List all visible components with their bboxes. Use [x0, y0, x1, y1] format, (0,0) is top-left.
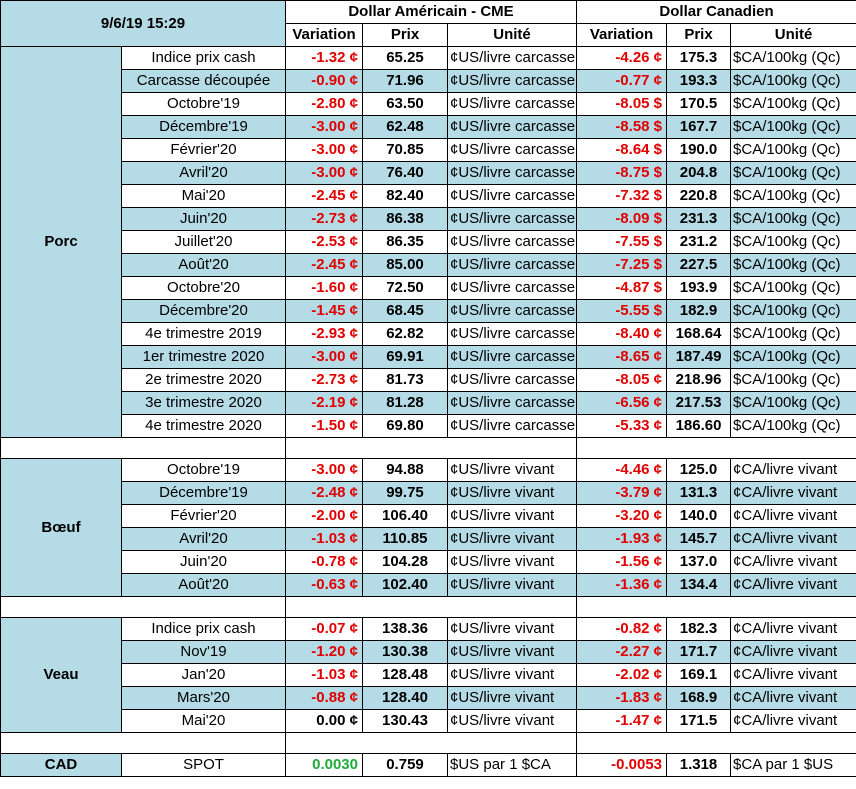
usd-variation: -3.00 ¢ — [286, 459, 363, 482]
contract-name: Février'20 — [122, 505, 286, 528]
table-row — [1, 231, 856, 254]
cad-spot-row — [1, 754, 856, 777]
usd-unit: ¢US/livre carcasse — [448, 415, 577, 438]
table-row — [1, 528, 856, 551]
usd-variation: 0.0030 — [286, 754, 363, 777]
cad-unit: $CA/100kg (Qc) — [731, 93, 856, 116]
usd-variation: -1.20 ¢ — [286, 641, 363, 664]
cad-price: 220.8 — [667, 185, 731, 208]
table-row — [1, 185, 856, 208]
table-row — [1, 551, 856, 574]
contract-name: 3e trimestre 2020 — [122, 392, 286, 415]
spacer-cell — [577, 597, 856, 618]
usd-variation: -1.03 ¢ — [286, 664, 363, 687]
section-spacer-boeuf — [1, 597, 856, 618]
contract-name: 4e trimestre 2019 — [122, 323, 286, 346]
cad-unit: ¢CA/livre vivant — [731, 551, 856, 574]
cad-col-variation: Variation — [577, 24, 667, 47]
usd-variation: -0.78 ¢ — [286, 551, 363, 574]
category-boeuf: Bœuf — [1, 459, 122, 597]
cad-variation: -6.56 ¢ — [577, 392, 667, 415]
cad-unit: $CA/100kg (Qc) — [731, 139, 856, 162]
contract-name: 4e trimestre 2020 — [122, 415, 286, 438]
usd-variation: -3.00 ¢ — [286, 116, 363, 139]
cad-unit: $CA/100kg (Qc) — [731, 185, 856, 208]
contract-name: Février'20 — [122, 139, 286, 162]
table-row — [1, 459, 856, 482]
cad-variation: -1.93 ¢ — [577, 528, 667, 551]
usd-variation: -0.07 ¢ — [286, 618, 363, 641]
usd-price: 70.85 — [363, 139, 448, 162]
contract-name: Août'20 — [122, 574, 286, 597]
cad-variation: -8.75 $ — [577, 162, 667, 185]
usd-price: 65.25 — [363, 47, 448, 70]
cad-price: 171.7 — [667, 641, 731, 664]
cad-variation: -8.58 $ — [577, 116, 667, 139]
usd-price: 85.00 — [363, 254, 448, 277]
cad-variation: -5.55 $ — [577, 300, 667, 323]
usd-price: 72.50 — [363, 277, 448, 300]
table-row — [1, 415, 856, 438]
usd-variation: -0.90 ¢ — [286, 70, 363, 93]
cad-variation: -8.05 $ — [577, 93, 667, 116]
cad-variation: -1.56 ¢ — [577, 551, 667, 574]
cad-unit: ¢CA/livre vivant — [731, 528, 856, 551]
contract-name: Mai'20 — [122, 710, 286, 733]
cad-unit: $CA par 1 $US — [731, 754, 856, 777]
usd-price: 106.40 — [363, 505, 448, 528]
cad-unit: ¢CA/livre vivant — [731, 618, 856, 641]
cad-price: 231.2 — [667, 231, 731, 254]
table-row — [1, 70, 856, 93]
cad-price: 187.49 — [667, 346, 731, 369]
table-row — [1, 641, 856, 664]
usd-unit: ¢US/livre carcasse — [448, 323, 577, 346]
cad-variation: -7.32 $ — [577, 185, 667, 208]
cad-price: 145.7 — [667, 528, 731, 551]
cad-variation: -8.05 ¢ — [577, 369, 667, 392]
cad-price: 171.5 — [667, 710, 731, 733]
cad-col-unite: Unité — [731, 24, 856, 47]
usd-unit: ¢US/livre vivant — [448, 618, 577, 641]
usd-price: 102.40 — [363, 574, 448, 597]
contract-name: Décembre'19 — [122, 116, 286, 139]
category-porc: Porc — [1, 47, 122, 438]
cad-unit: ¢CA/livre vivant — [731, 505, 856, 528]
category-cad: CAD — [1, 754, 122, 777]
usd-unit: ¢US/livre vivant — [448, 574, 577, 597]
usd-price: 81.28 — [363, 392, 448, 415]
cad-price: 169.1 — [667, 664, 731, 687]
cad-price: 227.5 — [667, 254, 731, 277]
usd-variation: -0.88 ¢ — [286, 687, 363, 710]
cad-price: 190.0 — [667, 139, 731, 162]
cad-col-prix: Prix — [667, 24, 731, 47]
cad-price: 168.9 — [667, 687, 731, 710]
cad-variation: -2.02 ¢ — [577, 664, 667, 687]
usd-variation: -3.00 ¢ — [286, 162, 363, 185]
contract-name: Mai'20 — [122, 185, 286, 208]
contract-name: Juillet'20 — [122, 231, 286, 254]
contract-name: Indice prix cash — [122, 47, 286, 70]
cad-unit: $CA/100kg (Qc) — [731, 254, 856, 277]
usd-col-variation: Variation — [286, 24, 363, 47]
contract-name: Nov'19 — [122, 641, 286, 664]
contract-name: Mars'20 — [122, 687, 286, 710]
cad-price: 125.0 — [667, 459, 731, 482]
usd-unit: ¢US/livre vivant — [448, 710, 577, 733]
cad-variation: -4.26 ¢ — [577, 47, 667, 70]
cad-unit: ¢CA/livre vivant — [731, 710, 856, 733]
cad-variation: -0.0053 — [577, 754, 667, 777]
contract-name: 2e trimestre 2020 — [122, 369, 286, 392]
contract-name: Octobre'19 — [122, 93, 286, 116]
usd-unit: ¢US/livre carcasse — [448, 93, 577, 116]
cad-unit: $CA/100kg (Qc) — [731, 277, 856, 300]
cad-price: 217.53 — [667, 392, 731, 415]
usd-unit: ¢US/livre carcasse — [448, 208, 577, 231]
cad-variation: -4.46 ¢ — [577, 459, 667, 482]
table-row — [1, 323, 856, 346]
cad-unit: $CA/100kg (Qc) — [731, 231, 856, 254]
usd-price: 82.40 — [363, 185, 448, 208]
cad-unit: ¢CA/livre vivant — [731, 459, 856, 482]
table-row — [1, 346, 856, 369]
usd-variation: -2.73 ¢ — [286, 369, 363, 392]
usd-variation: -2.80 ¢ — [286, 93, 363, 116]
contract-name: Avril'20 — [122, 528, 286, 551]
usd-price: 63.50 — [363, 93, 448, 116]
usd-variation: -1.32 ¢ — [286, 47, 363, 70]
usd-variation: -2.00 ¢ — [286, 505, 363, 528]
usd-variation: -2.53 ¢ — [286, 231, 363, 254]
section-spacer-veau — [1, 733, 856, 754]
cad-price: 170.5 — [667, 93, 731, 116]
usd-variation: -3.00 ¢ — [286, 346, 363, 369]
usd-price: 68.45 — [363, 300, 448, 323]
usd-unit: ¢US/livre carcasse — [448, 116, 577, 139]
usd-unit: ¢US/livre vivant — [448, 551, 577, 574]
usd-unit: ¢US/livre carcasse — [448, 231, 577, 254]
table-row — [1, 392, 856, 415]
table-row — [1, 162, 856, 185]
table-row — [1, 505, 856, 528]
usd-variation: -1.50 ¢ — [286, 415, 363, 438]
cad-unit: $CA/100kg (Qc) — [731, 162, 856, 185]
cad-price: 193.3 — [667, 70, 731, 93]
report-datetime: 9/6/19 15:29 — [1, 1, 286, 47]
contract-name: Décembre'20 — [122, 300, 286, 323]
usd-variation: -2.73 ¢ — [286, 208, 363, 231]
table-row — [1, 574, 856, 597]
section-spacer-porc — [1, 438, 856, 459]
cad-variation: -1.83 ¢ — [577, 687, 667, 710]
cad-unit: ¢CA/livre vivant — [731, 687, 856, 710]
cad-price: 218.96 — [667, 369, 731, 392]
usd-unit: ¢US/livre carcasse — [448, 139, 577, 162]
cad-price: 167.7 — [667, 116, 731, 139]
spacer-cell — [1, 733, 286, 754]
cad-unit: $CA/100kg (Qc) — [731, 392, 856, 415]
cad-price: 182.9 — [667, 300, 731, 323]
table-row — [1, 277, 856, 300]
usd-price: 71.96 — [363, 70, 448, 93]
table-row — [1, 116, 856, 139]
cad-variation: -8.09 $ — [577, 208, 667, 231]
cad-variation: -1.36 ¢ — [577, 574, 667, 597]
usd-variation: -2.48 ¢ — [286, 482, 363, 505]
spacer-cell — [286, 733, 577, 754]
cad-price: 182.3 — [667, 618, 731, 641]
cad-variation: -0.82 ¢ — [577, 618, 667, 641]
usd-price: 130.43 — [363, 710, 448, 733]
cad-price: 168.64 — [667, 323, 731, 346]
table-row — [1, 254, 856, 277]
usd-unit: ¢US/livre carcasse — [448, 70, 577, 93]
usd-price: 128.48 — [363, 664, 448, 687]
usd-unit: ¢US/livre vivant — [448, 641, 577, 664]
usd-unit: ¢US/livre vivant — [448, 482, 577, 505]
contract-name: Octobre'20 — [122, 277, 286, 300]
table-row — [1, 618, 856, 641]
usd-price: 69.91 — [363, 346, 448, 369]
usd-price: 128.40 — [363, 687, 448, 710]
spacer-cell — [577, 438, 856, 459]
usd-variation: -0.63 ¢ — [286, 574, 363, 597]
usd-unit: ¢US/livre vivant — [448, 459, 577, 482]
contract-name: Juin'20 — [122, 551, 286, 574]
cad-price: 137.0 — [667, 551, 731, 574]
usd-variation: -2.45 ¢ — [286, 254, 363, 277]
cad-price: 175.3 — [667, 47, 731, 70]
usd-price: 0.759 — [363, 754, 448, 777]
cad-unit: ¢CA/livre vivant — [731, 574, 856, 597]
cad-unit: $CA/100kg (Qc) — [731, 116, 856, 139]
cad-variation: -4.87 $ — [577, 277, 667, 300]
cad-price: 134.4 — [667, 574, 731, 597]
contract-name: Juin'20 — [122, 208, 286, 231]
cad-unit: ¢CA/livre vivant — [731, 641, 856, 664]
contract-name: Août'20 — [122, 254, 286, 277]
contract-name: Avril'20 — [122, 162, 286, 185]
cad-variation: -3.20 ¢ — [577, 505, 667, 528]
usd-unit: ¢US/livre carcasse — [448, 162, 577, 185]
usd-unit: ¢US/livre carcasse — [448, 185, 577, 208]
contract-name: Décembre'19 — [122, 482, 286, 505]
cad-variation: -8.40 ¢ — [577, 323, 667, 346]
usd-col-unite: Unité — [448, 24, 577, 47]
usd-variation: -1.03 ¢ — [286, 528, 363, 551]
usd-price: 86.38 — [363, 208, 448, 231]
cad-price: 204.8 — [667, 162, 731, 185]
spacer-cell — [577, 733, 856, 754]
cad-variation: -5.33 ¢ — [577, 415, 667, 438]
cad-unit: ¢CA/livre vivant — [731, 482, 856, 505]
usd-price: 62.82 — [363, 323, 448, 346]
cad-price: 140.0 — [667, 505, 731, 528]
usd-col-prix: Prix — [363, 24, 448, 47]
usd-unit: ¢US/livre vivant — [448, 505, 577, 528]
cad-unit: $CA/100kg (Qc) — [731, 369, 856, 392]
usd-variation: -3.00 ¢ — [286, 139, 363, 162]
contract-name: Jan'20 — [122, 664, 286, 687]
table-row — [1, 139, 856, 162]
cad-variation: -1.47 ¢ — [577, 710, 667, 733]
cad-unit: $CA/100kg (Qc) — [731, 300, 856, 323]
cad-unit: $CA/100kg (Qc) — [731, 208, 856, 231]
contract-name: 1er trimestre 2020 — [122, 346, 286, 369]
cad-section-title: Dollar Canadien — [577, 1, 856, 24]
spacer-cell — [286, 597, 577, 618]
usd-price: 69.80 — [363, 415, 448, 438]
usd-unit: ¢US/livre vivant — [448, 664, 577, 687]
usd-variation: 0.00 ¢ — [286, 710, 363, 733]
usd-price: 94.88 — [363, 459, 448, 482]
spacer-cell — [1, 438, 286, 459]
cad-unit: $CA/100kg (Qc) — [731, 70, 856, 93]
usd-price: 104.28 — [363, 551, 448, 574]
spacer-cell — [1, 597, 286, 618]
usd-variation: -1.60 ¢ — [286, 277, 363, 300]
cad-variation: -7.25 $ — [577, 254, 667, 277]
usd-unit: ¢US/livre carcasse — [448, 369, 577, 392]
cad-variation: -7.55 $ — [577, 231, 667, 254]
cad-variation: -2.27 ¢ — [577, 641, 667, 664]
usd-price: 86.35 — [363, 231, 448, 254]
usd-unit: ¢US/livre carcasse — [448, 254, 577, 277]
table-row — [1, 208, 856, 231]
table-row — [1, 300, 856, 323]
header-title-row — [1, 1, 856, 24]
table-row — [1, 687, 856, 710]
contract-name: Indice prix cash — [122, 618, 286, 641]
cad-variation: -0.77 ¢ — [577, 70, 667, 93]
contract-name: Carcasse découpée — [122, 70, 286, 93]
table-row — [1, 710, 856, 733]
usd-unit: ¢US/livre carcasse — [448, 47, 577, 70]
usd-unit: $US par 1 $CA — [448, 754, 577, 777]
cad-unit: ¢CA/livre vivant — [731, 664, 856, 687]
cad-unit: $CA/100kg (Qc) — [731, 47, 856, 70]
usd-unit: ¢US/livre carcasse — [448, 392, 577, 415]
usd-variation: -2.45 ¢ — [286, 185, 363, 208]
cad-price: 186.60 — [667, 415, 731, 438]
table-row — [1, 47, 856, 70]
contract-name: Octobre'19 — [122, 459, 286, 482]
usd-price: 99.75 — [363, 482, 448, 505]
cad-price: 1.318 — [667, 754, 731, 777]
cad-variation: -3.79 ¢ — [577, 482, 667, 505]
cad-unit: $CA/100kg (Qc) — [731, 323, 856, 346]
usd-price: 130.38 — [363, 641, 448, 664]
spot-label: SPOT — [122, 754, 286, 777]
usd-variation: -1.45 ¢ — [286, 300, 363, 323]
usd-unit: ¢US/livre vivant — [448, 528, 577, 551]
usd-price: 81.73 — [363, 369, 448, 392]
cad-price: 231.3 — [667, 208, 731, 231]
usd-price: 138.36 — [363, 618, 448, 641]
category-veau: Veau — [1, 618, 122, 733]
spacer-cell — [286, 438, 577, 459]
usd-unit: ¢US/livre vivant — [448, 687, 577, 710]
table-row — [1, 369, 856, 392]
cad-unit: $CA/100kg (Qc) — [731, 415, 856, 438]
table-row — [1, 93, 856, 116]
table-row — [1, 664, 856, 687]
usd-unit: ¢US/livre carcasse — [448, 300, 577, 323]
cad-variation: -8.65 ¢ — [577, 346, 667, 369]
cad-price: 193.9 — [667, 277, 731, 300]
table-row — [1, 482, 856, 505]
usd-variation: -2.19 ¢ — [286, 392, 363, 415]
cad-variation: -8.64 $ — [577, 139, 667, 162]
usd-price: 62.48 — [363, 116, 448, 139]
cad-unit: $CA/100kg (Qc) — [731, 346, 856, 369]
usd-price: 76.40 — [363, 162, 448, 185]
cad-price: 131.3 — [667, 482, 731, 505]
usd-unit: ¢US/livre carcasse — [448, 277, 577, 300]
usd-section-title: Dollar Américain - CME — [286, 1, 577, 24]
usd-unit: ¢US/livre carcasse — [448, 346, 577, 369]
usd-variation: -2.93 ¢ — [286, 323, 363, 346]
usd-price: 110.85 — [363, 528, 448, 551]
